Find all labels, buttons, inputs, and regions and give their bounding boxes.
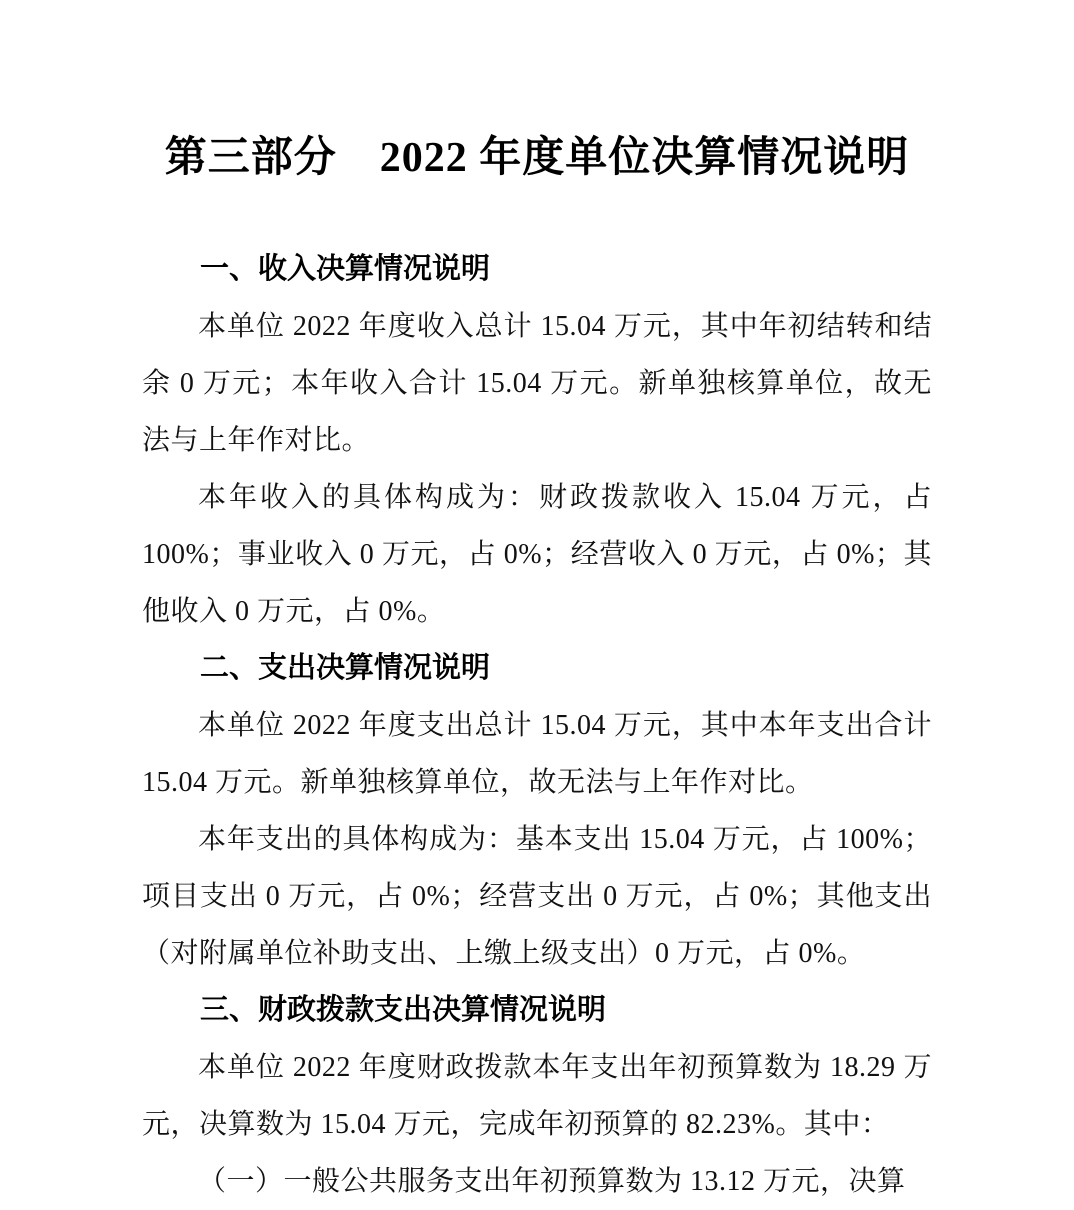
section-fiscal-appropriation-heading: 三、财政拨款支出决算情况说明 [200, 994, 607, 1026]
expenditure-composition-paragraph: 本年支出的具体构成为：基本支出 15.04 万元，占 100%；项目支出 0 万元，占 0%；经营支出 0 万元，占 0%；其他支出（对附属单位补助支出、上缴上级支出）0 万元，占 0%。 [142, 824, 932, 969]
section-fiscal-appropriation [142, 982, 932, 1210]
income-composition-paragraph: 本年收入的具体构成为：财政拨款收入 15.04 万元，占 100%；事业收入 0 万元，占 0%；经营收入 0 万元，占 0%；其他收入 0 万元，占 0%。 [142, 482, 932, 627]
general-public-service-paragraph: （一）一般公共服务支出年初预算数为 13.12 万元，决算 [198, 1166, 906, 1197]
section-income-heading: 一、收入决算情况说明 [200, 253, 491, 285]
income-summary-paragraph: 本单位 2022 年度收入总计 15.04 万元，其中年初结转和结余 0 万元；本年收入合计 15.04 万元。新单独核算单位，故无法与上年作对比。 [142, 311, 932, 456]
section-income [142, 241, 932, 640]
document-page [142, 0, 932, 1210]
document-title: 第三部分 2022 年度单位决算情况说明 [164, 135, 910, 181]
fiscal-appropriation-summary-paragraph: 本单位 2022 年度财政拨款本年支出年初预算数为 18.29 万元，决算数为 15.04 万元，完成年初预算的 82.23%。其中： [142, 1052, 932, 1140]
expenditure-summary-paragraph: 本单位 2022 年度支出总计 15.04 万元，其中本年支出合计 15.04 万元。新单独核算单位，故无法与上年作对比。 [142, 710, 932, 798]
section-expenditure-heading: 二、支出决算情况说明 [200, 652, 491, 684]
section-expenditure [142, 640, 932, 982]
